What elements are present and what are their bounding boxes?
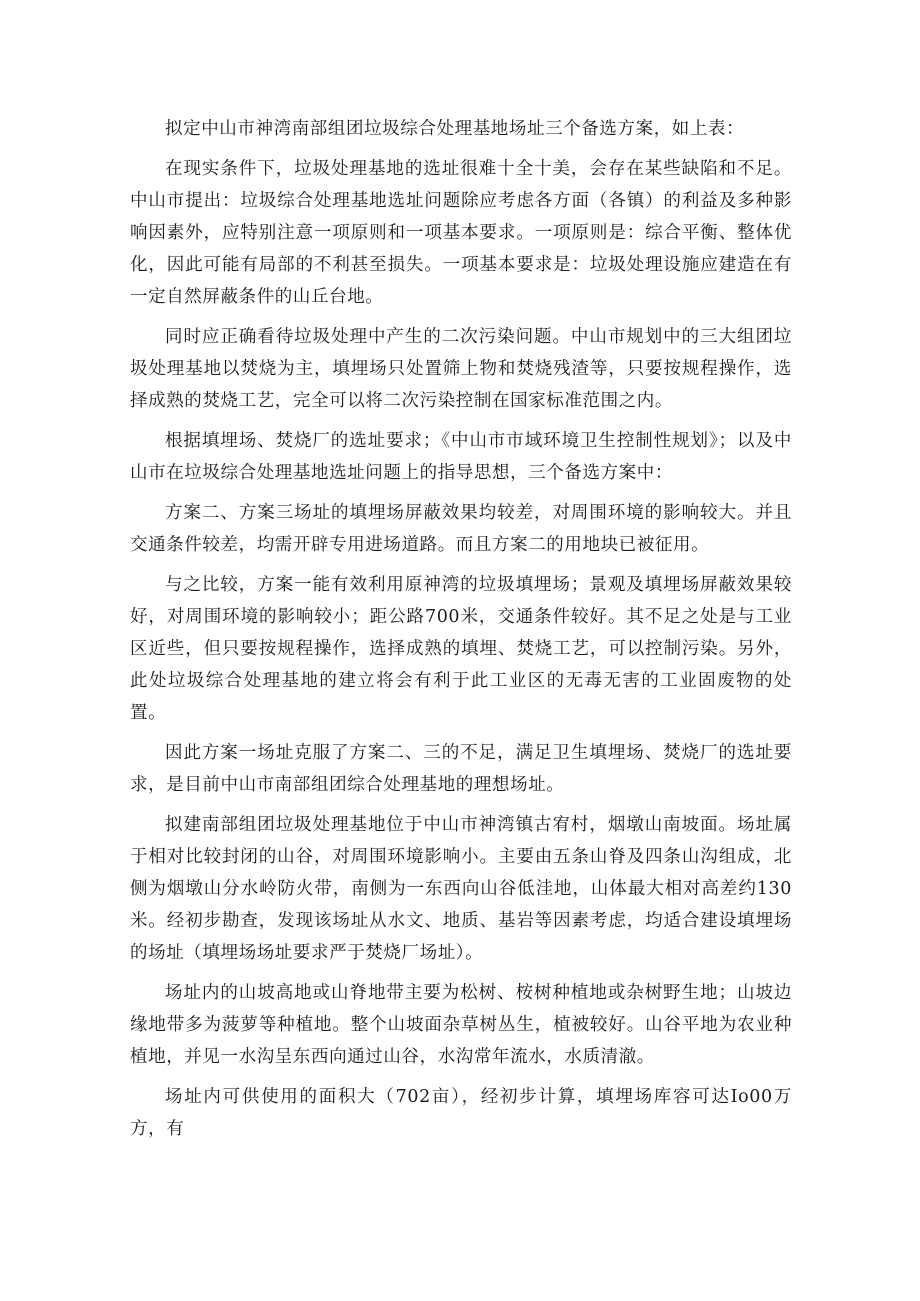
paragraph-site-principles: 在现实条件下，垃圾处理基地的选址很难十全十美，会存在某些缺陷和不足。中山市提出：垃圾综合处理基地选址问题除应考虑各方面（各镇）的利益及多种影响因素外，应特别注意一项原则和一项基本要求。一项原则是：综合平衡、整体优化，因此可能有局部的不利甚至损失。一项基本要求是：垃圾处理设施应建造在有一定自然屏蔽条件的山丘台地。	[130, 159, 792, 307]
paragraph-secondary-pollution: 同时应正确看待垃圾处理中产生的二次污染问题。中山市规划中的三大组团垃圾处理基地以焚烧为主，填埋场只处置筛上物和焚烧残渣等，只要按规程操作，选择成熟的焚烧工艺，完全可以将二次污染控制在国家标准范围之内。	[130, 327, 792, 411]
paragraph-vegetation: 场址内的山坡高地或山脊地带主要为松树、桉树种植地或杂树野生地；山坡边缘地带多为菠萝等种植地。整个山坡面杂草树丛生，植被较好。山谷平地为农业种植地，并见一水沟呈东西向通过山谷，水沟常年流水，水质清澈。	[130, 983, 792, 1067]
paragraph-selection-basis: 根据填埋场、焚烧厂的选址要求；《中山市市域环境卫生控制性规划》；以及中山市在垃圾综合处理基地选址问题上的指导思想，三个备选方案中：	[130, 431, 792, 483]
paragraph-options-two-three: 方案二、方案三场址的填埋场屏蔽效果均较差，对周围环境的影响较大。并且交通条件较差，均需开辟专用进场道路。而且方案二的用地块已被征用。	[130, 503, 792, 555]
paragraph-site-options: 拟定中山市神湾南部组团垃圾综合处理基地场址三个备选方案，如上表：	[165, 119, 745, 139]
paragraph-site-location: 拟建南部组团垃圾处理基地位于中山市神湾镇古宥村，烟墩山南坡面。场址属于相对比较封闭的山谷，对周围环境影响小。主要由五条山脊及四条山沟组成，北侧为烟墩山分水岭防火带，南侧为一东西向山谷低洼地，山体最大相对高差约130米。经初步勘查，发现该场址从水文、地质、基岩等因素考虑，均适合建设填埋场的场址（填埋场场址要求严于焚烧厂场址）。	[130, 815, 792, 963]
paragraph-option-one: 与之比较，方案一能有效利用原神湾的垃圾填埋场；景观及填埋场屏蔽效果较好，对周围环境的影响较小；距公路700米，交通条件较好。其不足之处是与工业区近些，但只要按规程操作，选择成熟的填埋、焚烧工艺，可以控制污染。另外，此处垃圾综合处理基地的建立将会有利于此工业区的无毒无害的工业固废物的处置。	[130, 575, 792, 723]
paragraph-conclusion: 因此方案一场址克服了方案二、三的不足，满足卫生填埋场、焚烧厂的选址要求，是目前中山市南部组团综合处理基地的理想场址。	[130, 743, 792, 795]
paragraph-capacity: 场址内可供使用的面积大（702亩），经初步计算，填埋场库容可达Io00万方，有	[130, 1087, 792, 1139]
document-body	[130, 113, 792, 1153]
